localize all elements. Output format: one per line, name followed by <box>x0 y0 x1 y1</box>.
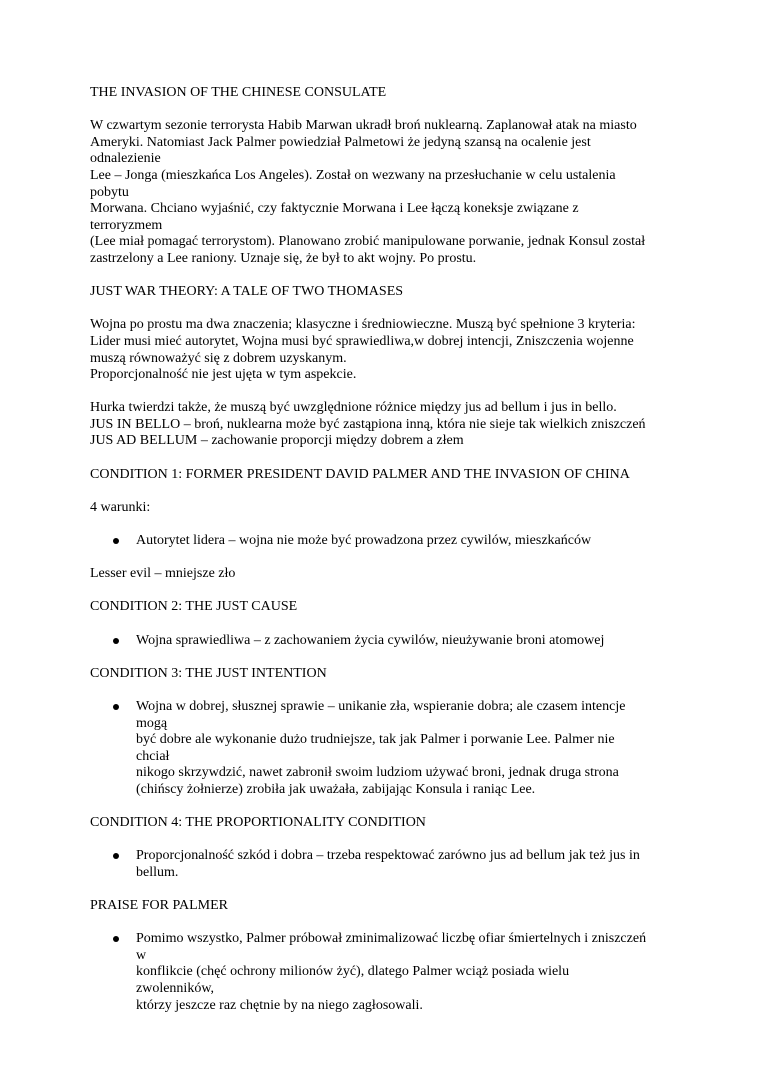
section-heading-condition-2: CONDITION 2: THE JUST CAUSE <box>90 599 298 615</box>
spacer <box>90 882 650 899</box>
spacer <box>90 384 650 401</box>
list-item <box>90 931 650 1014</box>
bullet-icon <box>113 853 119 859</box>
text-line: Pomimo wszystko, Palmer próbował zminimalizować liczbę ofiar śmiertelnych i zniszczeń w <box>136 931 647 963</box>
text-line: Proporcjonalność szkód i dobra – trzeba respektować zarówno jus ad bellum jak też jus in <box>136 848 640 864</box>
spacer <box>90 832 650 849</box>
text-line: JUS AD BELLUM – zachowanie proporcji między dobrem a złem <box>90 433 464 449</box>
list-item <box>90 533 650 550</box>
section-heading-just-war-theory: JUST WAR THEORY: A TALE OF TWO THOMASES <box>90 284 404 300</box>
text-line: którzy jeszcze raz chętnie by na niego zagłosowali. <box>136 997 423 1013</box>
spacer <box>90 516 650 533</box>
bullet-icon <box>113 538 119 544</box>
section-heading-chinese-consulate: THE INVASION OF THE CHINESE CONSULATE <box>90 85 387 100</box>
condition-3-list <box>90 699 650 799</box>
spacer <box>90 616 650 633</box>
list-item <box>90 848 650 881</box>
section-heading-condition-3: CONDITION 3: THE JUST INTENTION <box>90 665 327 681</box>
praise-list <box>90 931 650 1014</box>
condition-2-list <box>90 633 650 650</box>
spacer <box>90 450 650 467</box>
spacer <box>90 799 650 816</box>
paragraph-jus-in-bello <box>90 400 650 450</box>
text-line: Lider musi mieć autorytet, Wojna musi być sprawiedliwa,w dobrej intencji, Zniszczenia wojenne <box>90 333 634 349</box>
bullet-icon <box>113 704 119 710</box>
paragraph-chinese-consulate <box>90 118 650 267</box>
spacer <box>90 550 650 567</box>
spacer <box>90 682 650 699</box>
document-page <box>90 85 650 1014</box>
spacer <box>90 102 650 119</box>
text-line: Lee – Jonga (mieszkańca Los Angeles). Został on wezwany na przesłuchanie w celu ustalenia pobytu <box>90 167 616 200</box>
spacer <box>90 649 650 666</box>
text-line: Proporcjonalność nie jest ujęta w tym aspekcie. <box>90 367 357 383</box>
text-line: muszą równoważyć się z dobrem uzyskanym. <box>90 350 347 366</box>
text-line: (chińscy żołnierze) zrobiła jak uważała, zabijając Konsula i raniąc Lee. <box>136 781 536 797</box>
text-line: Wojna sprawiedliwa – z zachowaniem życia cywilów, nieużywanie broni atomowej <box>136 632 605 648</box>
spacer <box>90 483 650 500</box>
text-line: Hurka twierdzi także, że muszą być uwzględnione różnice między jus ad bellum i jus in bello. <box>90 400 617 416</box>
spacer <box>90 915 650 932</box>
spacer <box>90 583 650 600</box>
text-line: zastrzelony a Lee raniony. Uznaje się, że był to akt wojny. Po prostu. <box>90 250 477 266</box>
bullet-icon <box>113 936 119 942</box>
condition-4-list <box>90 848 650 881</box>
list-item <box>90 633 650 650</box>
text-line: JUS IN BELLO – broń, nuklearna może być zastąpiona inną, która nie sieje tak wielkich zniszczeń <box>90 416 646 432</box>
section-heading-praise-for-palmer: PRAISE FOR PALMER <box>90 898 228 914</box>
text-line: konflikcie (chęć ochrony milionów żyć), dlatego Palmer wciąż posiada wielu zwolenników, <box>136 964 570 997</box>
text-line: Autorytet lidera – wojna nie może być prowadzona przez cywilów, mieszkańców <box>136 533 592 549</box>
text-line: Morwana. Chciano wyjaśnić, czy faktycznie Morwana i Lee łączą koneksje związane z terroryzmem <box>90 201 579 233</box>
section-heading-condition-4: CONDITION 4: THE PROPORTIONALITY CONDITION <box>90 815 426 831</box>
text-line: (Lee miał pomagać terrorystom). Planowano zrobić manipulowane porwanie, jednak Konsul został <box>90 234 646 250</box>
text-line: Wojna po prostu ma dwa znaczenia; klasyczne i średniowieczne. Muszą być spełnione 3 kryteria: <box>90 317 636 333</box>
text-line: Ameryki. Natomiast Jack Palmer powiedział Palmetowi że jedyną szansą na ocalenie jest odnalezienie <box>90 134 591 167</box>
condition-1-intro: 4 warunki: <box>90 499 151 515</box>
condition-1-list <box>90 533 650 550</box>
text-line: W czwartym sezonie terrorysta Habib Marwan ukradł broń nuklearną. Zaplanował atak na miasto <box>90 118 637 134</box>
paragraph-just-war-criteria <box>90 317 650 383</box>
text-line: być dobre ale wykonanie dużo trudniejsze, tak jak Palmer i porwanie Lee. Palmer nie chciał <box>136 732 615 764</box>
lesser-evil-note: Lesser evil – mniejsze zło <box>90 566 236 582</box>
text-line: nikogo skrzywdzić, nawet zabronił swoim ludziom używać broni, jednak druga strona <box>136 765 619 781</box>
list-item <box>90 699 650 799</box>
text-line: Wojna w dobrej, słusznej sprawie – unikanie zła, wspieranie dobra; ale czasem intencje mogą <box>136 698 626 731</box>
spacer <box>90 301 650 318</box>
text-line: bellum. <box>136 864 179 880</box>
bullet-icon <box>113 638 119 644</box>
spacer <box>90 268 650 285</box>
section-heading-condition-1: CONDITION 1: FORMER PRESIDENT DAVID PALMER AND THE INVASION OF CHINA <box>90 466 630 482</box>
